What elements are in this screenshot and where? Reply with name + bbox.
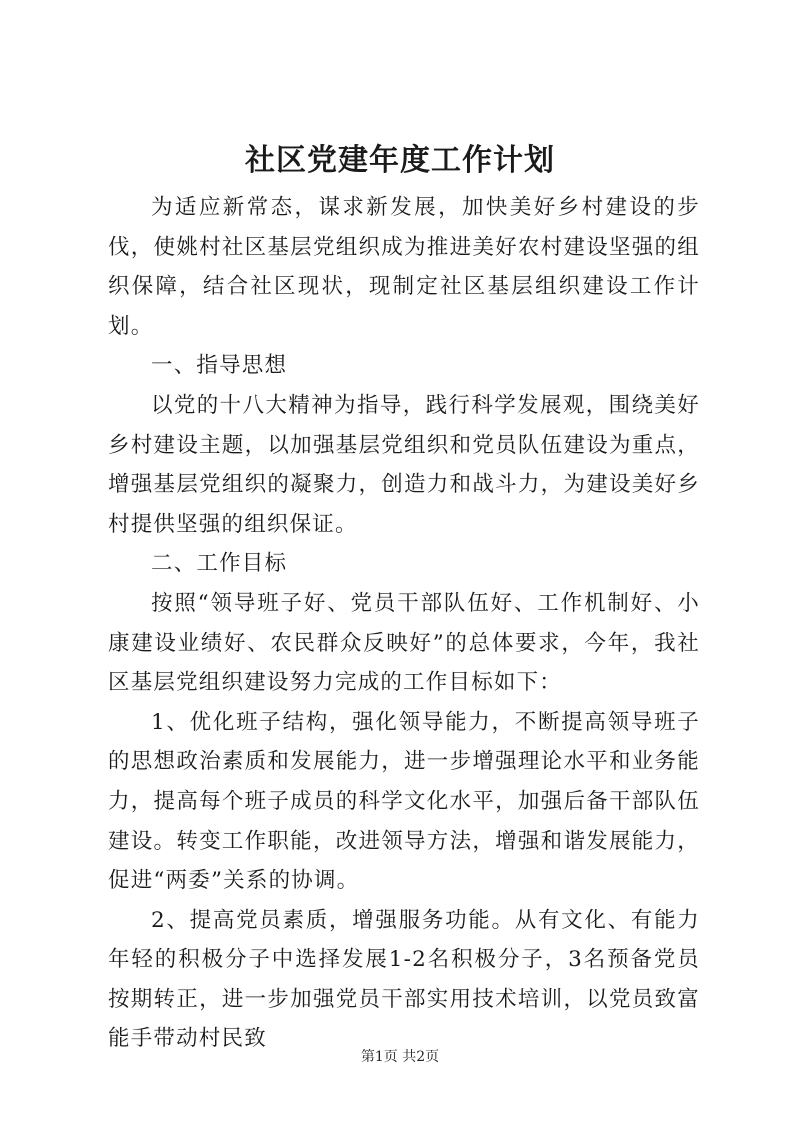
document-title: 社区党建年度工作计划 bbox=[245, 143, 555, 178]
intro-paragraph: 为适应新常态，谋求新发展，加快美好乡村建设的步伐，使姚村社区基层党组织成为推进美好农村建设坚强的组织保障，结合社区现状，现制定社区基层组织建设工作计划。 bbox=[108, 195, 700, 339]
document-body bbox=[108, 188, 700, 1059]
goal-item-2: 2、提高党员素质，增强服务功能。从有文化、有能力年轻的积极分子中选择发展1-2名积极分子，3名预备党员按期转正，进一步加强党员干部实用技术培训，以党员致富能手带动村民致 bbox=[108, 907, 700, 1052]
work-goals-paragraph: 按照“领导班子好、党员干部队伍好、工作机制好、小康建设业绩好、农民群众反映好”的总体要求，今年，我社区基层党组织建设努力完成的工作目标如下： bbox=[108, 590, 700, 696]
guiding-ideology-paragraph: 以党的十八大精神为指导，践行科学发展观，围绕美好乡村建设主题，以加强基层党组织和党员队伍建设为重点，增强基层党组织的凝聚力，创造力和战斗力，为建设美好乡村提供坚强的组织保证。 bbox=[108, 392, 700, 537]
section-heading-guiding-ideology: 一、指导思想 bbox=[151, 353, 288, 379]
goal-item-1: 1、优化班子结构，强化领导能力，不断提高领导班子的思想政治素质和发展能力，进一步增强理论水平和业务能力，提高每个班子成员的科学文化水平，加强后备干部队伍建设。转变工作职能，改进领导方法，增强和谐发展能力，促进“两委”关系的协调。 bbox=[108, 709, 700, 894]
section-heading-work-goals: 二、工作目标 bbox=[151, 551, 288, 577]
page-footer: 第1页 共2页 bbox=[360, 1049, 440, 1065]
